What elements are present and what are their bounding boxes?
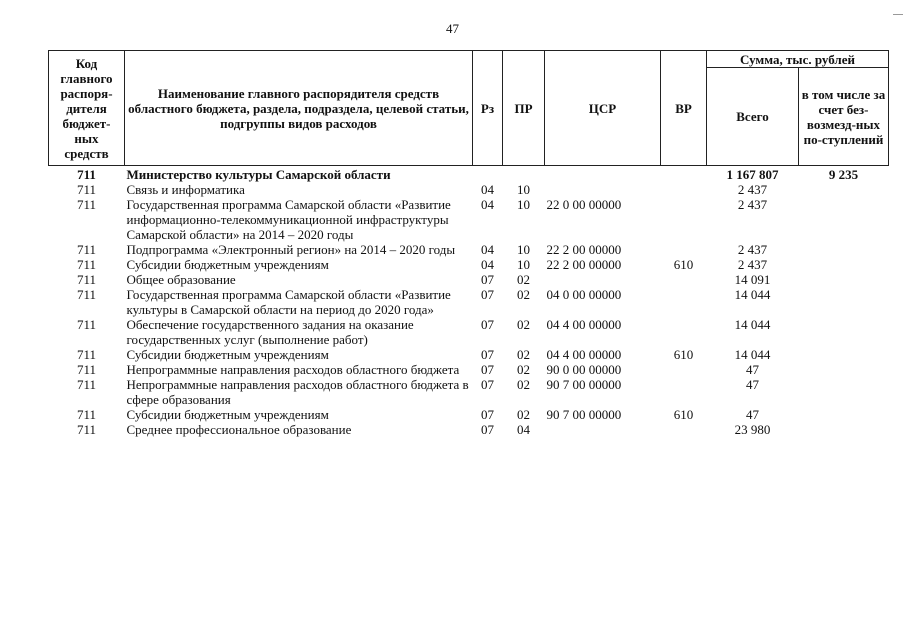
- table-row: [49, 407, 889, 422]
- cell-total: 47: [746, 377, 759, 392]
- cell-rz: 07: [481, 362, 494, 377]
- cell-total: 14 044: [734, 317, 771, 332]
- cell-vr: [661, 422, 707, 437]
- cell-csr: [545, 272, 661, 287]
- cell-grat: [799, 422, 889, 437]
- cell-csr: 22 0 00 00000: [546, 197, 622, 212]
- cell-pr: [503, 166, 545, 183]
- cell-total: 14 091: [734, 272, 771, 287]
- cell-name: Связь и информатика: [126, 182, 245, 197]
- cell-csr: 90 7 00 00000: [546, 407, 622, 422]
- cell-kod: 711: [76, 317, 97, 332]
- cell-vr: [661, 317, 707, 347]
- cell-grat: [799, 287, 889, 317]
- header-grat: в том числе за счет без-возмезд-ных по-ступлений: [799, 68, 889, 166]
- cell-name: Субсидии бюджетным учреждениям: [126, 257, 329, 272]
- header-total: Всего: [707, 68, 799, 166]
- table-row: [49, 257, 889, 272]
- cell-grat: [799, 272, 889, 287]
- cell-vr: 610: [673, 407, 694, 422]
- cell-rz: 04: [481, 197, 494, 212]
- cell-pr: 10: [517, 242, 530, 257]
- cell-vr: [661, 166, 707, 183]
- cell-grat: [799, 377, 889, 407]
- cell-total: 23 980: [734, 422, 771, 437]
- cell-csr: [545, 166, 661, 183]
- cell-name: Субсидии бюджетным учреждениям: [126, 407, 329, 422]
- page-number: 47: [446, 21, 459, 36]
- cell-csr: 90 7 00 00000: [546, 377, 622, 392]
- table-row: [49, 242, 889, 257]
- cell-pr: 02: [517, 377, 530, 392]
- cell-name: Государственная программа Самарской области «Развитие информационно-телекоммуникационной инфраструктуры Самарской области» на 2014 – 2020 годы: [126, 197, 451, 242]
- cell-pr: 02: [517, 362, 530, 377]
- cell-total: 2 437: [737, 197, 768, 212]
- header-pr: ПР: [503, 51, 545, 166]
- cell-vr: [661, 272, 707, 287]
- table-row: [49, 197, 889, 242]
- cell-grat: [799, 182, 889, 197]
- table-row: [49, 287, 889, 317]
- cell-name: Непрограммные направления расходов областного бюджета в сфере образования: [126, 377, 469, 407]
- cell-csr: 04 0 00 00000: [546, 287, 622, 302]
- cell-total: 47: [746, 407, 759, 422]
- cell-pr: 02: [517, 347, 530, 362]
- cell-name: Обеспечение государственного задания на оказание государственных услуг (выполнение работ): [126, 317, 414, 347]
- cell-grat: [799, 242, 889, 257]
- cell-rz: 04: [481, 257, 494, 272]
- cell-name: Подпрограмма «Электронный регион» на 2014 – 2020 годы: [126, 242, 456, 257]
- budget-table: [48, 50, 889, 437]
- header-sum: Сумма, тыс. рублей: [707, 51, 889, 68]
- header-kod: Код главного распоря-дителя бюджет-ных средств: [49, 51, 125, 166]
- cell-vr: [661, 182, 707, 197]
- cell-csr: [545, 422, 661, 437]
- table-row: [49, 422, 889, 437]
- cell-csr: 22 2 00 00000: [546, 242, 622, 257]
- cell-total: 2 437: [737, 242, 768, 257]
- table-header: [49, 51, 889, 166]
- table-row: [49, 347, 889, 362]
- cell-kod: 711: [76, 422, 97, 437]
- cell-csr: [545, 182, 661, 197]
- cell-kod: 711: [76, 362, 97, 377]
- cell-name: Субсидии бюджетным учреждениям: [126, 347, 329, 362]
- cell-kod: 711: [76, 347, 97, 362]
- cell-kod: 711: [76, 257, 97, 272]
- cell-rz: 07: [481, 347, 494, 362]
- table-row: [49, 182, 889, 197]
- cell-vr: 610: [673, 257, 694, 272]
- cell-total: 1 167 807: [726, 167, 779, 182]
- header-rz: Рз: [473, 51, 503, 166]
- cell-vr: [661, 197, 707, 242]
- cell-name: Общее образование: [126, 272, 236, 287]
- cell-vr: [661, 377, 707, 407]
- cell-rz: 04: [481, 182, 494, 197]
- table-row: [49, 317, 889, 347]
- corner-mark: [893, 14, 903, 25]
- cell-kod: 711: [76, 272, 97, 287]
- cell-rz: [473, 166, 503, 183]
- cell-kod: 711: [76, 377, 97, 392]
- cell-csr: 04 4 00 00000: [546, 317, 622, 332]
- table-body: [49, 166, 889, 438]
- cell-total: 2 437: [737, 182, 768, 197]
- cell-csr: 90 0 00 00000: [546, 362, 622, 377]
- table-row: [49, 272, 889, 287]
- cell-rz: 07: [481, 287, 494, 302]
- cell-grat: [799, 197, 889, 242]
- cell-rz: 07: [481, 422, 494, 437]
- cell-rz: 07: [481, 317, 494, 332]
- cell-grat: [799, 407, 889, 422]
- cell-total: 14 044: [734, 287, 771, 302]
- cell-pr: 02: [517, 272, 530, 287]
- cell-kod: 711: [76, 182, 97, 197]
- cell-rz: 07: [481, 272, 494, 287]
- cell-grat: [799, 257, 889, 272]
- cell-grat: [799, 347, 889, 362]
- cell-name: Министерство культуры Самарской области: [126, 167, 391, 182]
- cell-name: Непрограммные направления расходов областного бюджета: [126, 362, 460, 377]
- cell-vr: [661, 287, 707, 317]
- cell-kod: 711: [76, 287, 97, 302]
- cell-total: 2 437: [737, 257, 768, 272]
- cell-pr: 02: [517, 407, 530, 422]
- table-row: [49, 166, 889, 183]
- header-vr: ВР: [661, 51, 707, 166]
- cell-total: 47: [746, 362, 759, 377]
- cell-name: Среднее профессиональное образование: [126, 422, 352, 437]
- cell-vr: [661, 362, 707, 377]
- cell-pr: 04: [517, 422, 530, 437]
- table-row: [49, 377, 889, 407]
- cell-grat: [799, 362, 889, 377]
- table-row: [49, 362, 889, 377]
- cell-grat: [799, 317, 889, 347]
- cell-kod: 711: [77, 167, 96, 182]
- cell-kod: 711: [76, 242, 97, 257]
- cell-kod: 711: [76, 407, 97, 422]
- cell-total: 14 044: [734, 347, 771, 362]
- cell-vr: [661, 242, 707, 257]
- cell-pr: 10: [517, 257, 530, 272]
- cell-rz: 04: [481, 242, 494, 257]
- cell-csr: 22 2 00 00000: [546, 257, 622, 272]
- header-name: Наименование главного распорядителя средств областного бюджета, раздела, подраздела, целевой статьи, подгруппы видов расходов: [125, 51, 473, 166]
- cell-pr: 10: [517, 182, 530, 197]
- cell-rz: 07: [481, 377, 494, 392]
- cell-pr: 10: [517, 197, 530, 212]
- cell-kod: 711: [76, 197, 97, 212]
- cell-grat: 9 235: [828, 167, 859, 182]
- cell-vr: 610: [673, 347, 694, 362]
- cell-csr: 04 4 00 00000: [546, 347, 622, 362]
- cell-pr: 02: [517, 317, 530, 332]
- cell-pr: 02: [517, 287, 530, 302]
- cell-rz: 07: [481, 407, 494, 422]
- header-csr: ЦСР: [545, 51, 661, 166]
- cell-name: Государственная программа Самарской области «Развитие культуры в Самарской области на период до 2020 года»: [126, 287, 451, 317]
